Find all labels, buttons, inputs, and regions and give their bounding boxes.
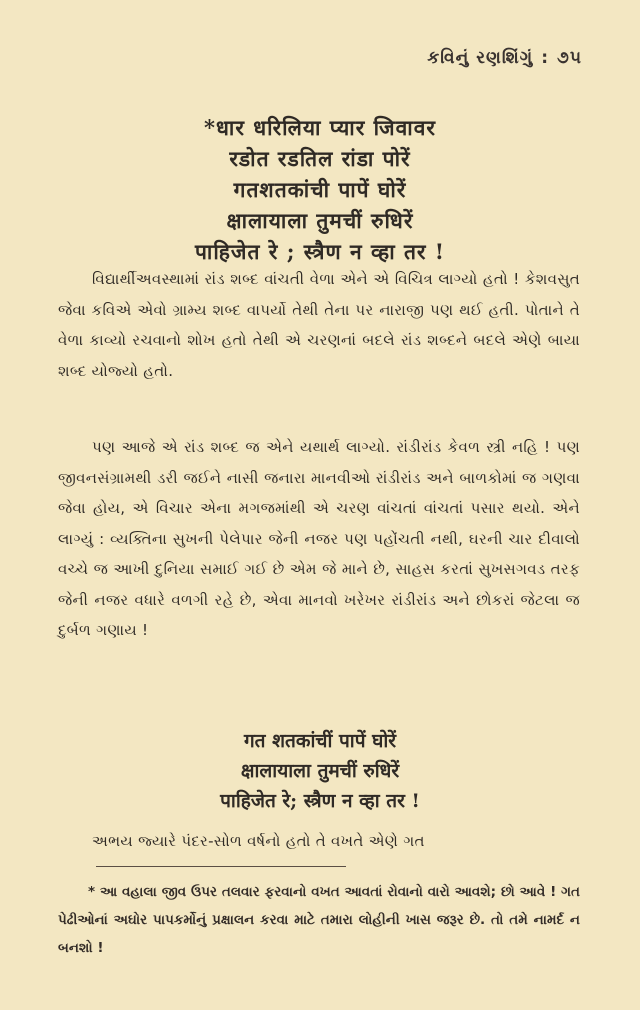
page-number: ૭૫ — [557, 48, 582, 68]
verse-line: रडोत रडतिल रांडा पोरें — [229, 146, 411, 171]
verse-line: क्षालायाला तुमचीं रुधिरें — [226, 208, 414, 233]
body-paragraph-2: પણ આજે એ રાંડ શબ્દ જ એને યથાર્થ લાગ્યો. રાંડીરાંડ કેવળ સ્ત્રી નહિ ! પણ જીવનસંગ્રામથી ડરી જઈને નાસી જનારા માનવીઓ રાંડીરાંડ અને બાળકોમાં જ ગણવા જેવા હોય, એ વિચાર એના મગજમાંથી એ ચરણ વાંચતાં વાંચતાં પસાર થયો. એને લાગ્યું : વ્યક્તિના સુખની પેલેપાર જેની નજર પણ પહોંચતી નથી, ઘરની ચાર દીવાલો વચ્ચે જ આખી દુનિયા સમાઈ ગઈ છે એમ જે માને છે, સાહસ કરતાં સુખસગવડ તરફ જેની નજર વધારે વળગી રહે છે, એવા માનવો ખરેખર રાંડીરાંડ અને છોકરાં જેટલા જ દુર્બળ ગણાય ! — [58, 438, 580, 639]
verse-block-2 — [0, 726, 640, 816]
verse-block-1 — [0, 112, 640, 267]
footnote: * આ વહાલા જીવ ઉપર તલવાર ફરવાનો વખત આવતાં રોવાનો વારો આવશે; છો આવે ! ગત પેઢીઓનાં અઘોર પાપકર્મોનું પ્રક્ષાલન કરવા માટે તમારા લોહીની ખાસ જરૂર છે. તો તમે નામર્દ ન બનશો ! — [58, 884, 580, 956]
verse-line: गतशतकांची पापें घोरें — [233, 177, 407, 202]
verse-line: पाहिजेत रे ; स्त्रैण न व्हा तर ! — [194, 239, 446, 264]
verse-line: गत शतकांचीं पापें घोरें — [243, 730, 397, 752]
body-paragraph-1: વિદ્યાર્થીઅવસ્થામાં રાંડ શબ્દ વાંચતી વેળા એને એ વિચિત્ર લાગ્યો હતો ! કેશવસુત જેવા કવિએ એવો ગ્રામ્ય શબ્દ વાપર્યો તેથી તેના પર નારાજી પણ થઈ હતી. પોતાને તે વેળા કાવ્યો રચવાનો શોખ હતો તેથી એ ચરણનાં બદલે રાંડ શબ્દને બદલે એણે બાયા શબ્દ યોજ્યો હતો. — [58, 270, 580, 380]
header-separator: : — [541, 48, 550, 68]
verse-line: *धार धरिलिया प्यार जिवावर — [203, 115, 437, 140]
verse-line: क्षालायाला तुमचीं रुधिरें — [240, 760, 400, 782]
verse-line: पाहिजेत रे; स्त्रैण न व्हा तर ! — [220, 790, 420, 812]
closing-line: અભય જ્યારે પંદર-સોળ વર્ષનો હતો તે વખતે એણે ગત — [92, 832, 425, 850]
header-title: કવિનું રણશિંગું — [427, 48, 534, 68]
footnote-divider — [96, 866, 346, 867]
running-header — [427, 48, 582, 68]
